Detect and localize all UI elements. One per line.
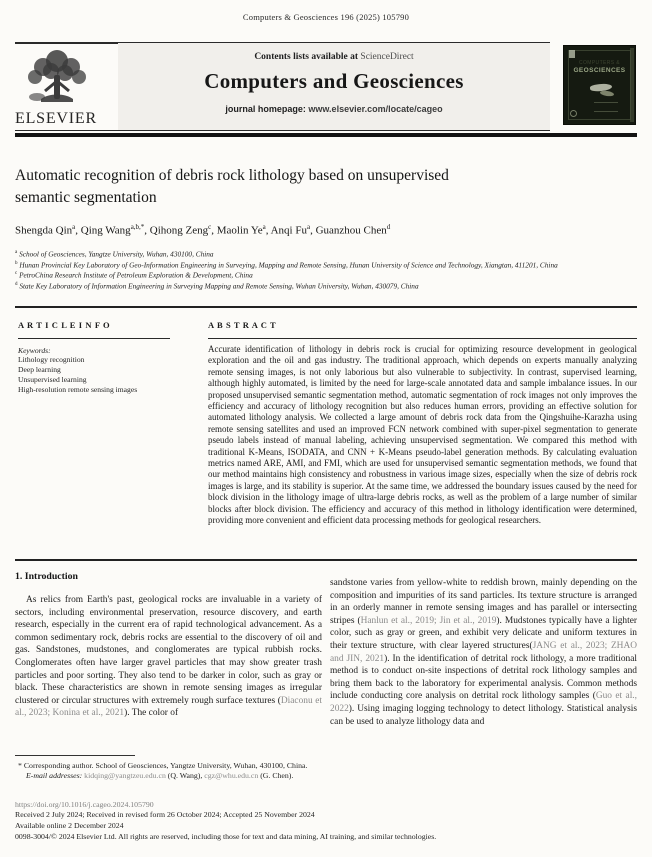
affiliation-sup: a: [15, 250, 18, 255]
abstract-column: [208, 320, 637, 527]
email-addresses-line: [26, 771, 626, 780]
keyword: Deep learning: [18, 365, 61, 374]
intro-text: As relics from Earth's past, geological rocks are invaluable in a variety of sectors, including environmental preservation, resource discovery, and earth research, especially in the current era of rapid technological advancement. As a common sedimentary rock, debris rocks are essential to the discovery of oil and gas. Sandstones, mudstones, and conglomerates are typical rubbish rocks. Conglomerates often have larger gravel particles that may show greater trash particles and poor sorting. They also tend to be darker in color, such as gray or black. These characteristics are shown in remote sensing images as irregular clustered or circular structures with extremely rough surface textures (: [15, 595, 322, 706]
affiliation: [15, 248, 575, 259]
article-title-line1: Automatic recognition of debris rock lithology based on unsupervised: [15, 167, 449, 184]
affiliation-text: School of Geosciences, Yangtze University, Wuhan, 430100, China: [19, 249, 214, 259]
author-affil-sup: a,b,*: [130, 223, 145, 231]
affiliation-list: [15, 248, 575, 291]
affiliation: [15, 280, 575, 291]
citation-link[interactable]: Diaconu et al., 2023; Konina et al., 2021: [15, 695, 322, 719]
author-affil-sup: a: [72, 223, 76, 231]
author[interactable]: , Qing Wang: [75, 224, 131, 237]
copyright-line: 0098-3004/© 2024 Elsevier Ltd. All rights are reserved, including those for text and data mining, AI training, and similar technologies.: [15, 832, 437, 841]
article-title-line2: semantic segmentation: [15, 189, 157, 206]
intro-paragraph-left: [15, 594, 322, 720]
affiliation-text: State Key Laboratory of Information Engineering in Surveying Mapping and Remote Sensing, Wuhan University, Wuhan, 430079, China: [19, 281, 419, 291]
email-link[interactable]: cgz@whu.edu.cn: [202, 771, 259, 780]
footnote-rule: [15, 755, 135, 756]
available-online: Available online 2 December 2024: [15, 821, 124, 830]
affiliation-text: Hunan Provincial Key Laboratory of Geo-Information Engineering in Surveying, Mapping and Remote Sensing, Hunan University of Science and Technology, Xiangtan, 411201, China: [19, 260, 558, 270]
citation-link[interactable]: Guo et al., 2022: [330, 691, 637, 714]
author[interactable]: , Qihong Zeng: [144, 224, 209, 237]
cover-logo-circle: [570, 110, 577, 117]
keywords-label: Keywords:: [18, 346, 51, 355]
citation-link[interactable]: Hanlun et al., 2019; Jin et al., 2019: [360, 615, 497, 626]
homepage-url-link[interactable]: www.elsevier.com/locate/cageo: [308, 104, 443, 114]
journal-banner-gray-band: [118, 43, 550, 130]
article-info-column: [18, 320, 178, 395]
introduction-heading: 1. Introduction: [15, 571, 78, 582]
author[interactable]: , Guanzhou Chen: [310, 224, 387, 237]
author[interactable]: , Maolin Ye: [211, 224, 263, 237]
elsevier-logo: [15, 47, 115, 128]
intro-text: ). Using imaging logging technology to detect lithology. Statistical analysis can be used to analyze lithology data and: [330, 703, 637, 727]
cover-publisher-mark: [569, 50, 575, 58]
affiliation-sup: b: [15, 260, 18, 266]
article-history: Received 2 July 2024; Received in revised form 26 October 2024; Accepted 25 November 2024: [15, 810, 315, 819]
intro-text: sandstone varies from yellow-white to reddish brown, mainly depending on the composition and impurities of its sand particles. Its texture structure is arranged in an orderly manner in remote sensing images and has parallel or intersecting stripes (: [330, 578, 637, 626]
section-rule: [15, 306, 637, 308]
email-label: E-mail addresses:: [26, 771, 83, 780]
cover-title-line2: GEOSCIENCES: [573, 67, 626, 74]
corresponding-author-note: * Corresponding author. School of Geosciences, Yangtze University, Wuhan, 430100, China.: [18, 761, 308, 770]
author-affil-sup: a: [306, 223, 311, 231]
author[interactable]: , Anqi Fu: [265, 224, 307, 237]
banner-bottom-rule: [15, 130, 550, 131]
citation-link[interactable]: JANG et al., 2023; ZHAO and JIN, 2021: [330, 640, 637, 664]
body-column-left: [15, 594, 322, 720]
affiliation-sup: d: [15, 282, 18, 288]
email-link[interactable]: kidqing@yangtzeu.edu.cn: [82, 771, 166, 780]
intro-paragraph-right: [330, 577, 637, 728]
abstract-text: Accurate identification of lithology in debris rock is crucial for optimizing resource development in geological exploration and the oil and gas industry. The traditional approach, which depends on experts manually analyzing remote sensing images, is not only laborious but also vulnerable to subjectivity. In contrast, supervised learning, although highly automated, is limited by the need for large-scale annotated data and sample imbalance issues. In our proposed unsupervised semantic segmentation method, automatic segmentation of rock images not only improves the efficiency and accuracy of lithology recognition but also reduces human errors, providing an effective solution for automated lithology analysis. We collected a large amount of debris rock data from the Qingshuihe-Karazha using remote sensing satellites and used an improved FCN network combined with super-pixel segmentation to generate pseudo labels instead of manual labeling, achieving unsupervised segmentation. We compared this method with traditional K-Means, ISODATA, and CNN + K-Means pseudo-label generation methods. By calculating evaluation metrics named ARE, AMI, and FMI, which are used for unsupervised semantic segmentation methods, we found that our method maintains high consistency and robustness in various image sizes, especially when the size of debris rock images is large, and its stability is superior. At the same time, we addressed the boundary issues caused by the need for block division in the lithology image of ultra-large debris rocks, as well as the problem of a large number of similar blocks after block division. The efficiency and accuracy of this method in lithology identification were determined, providing more convenient and efficient data processing methods for geological researchers.: [208, 344, 637, 526]
author-affil-sup: c: [208, 223, 212, 231]
journal-cover-thumbnail[interactable]: [563, 45, 636, 125]
affiliation: [15, 259, 575, 270]
abstract-heading: A B S T R A C T: [208, 320, 277, 330]
intro-text: ). The color of: [124, 708, 179, 719]
abstract-rule: [208, 338, 637, 339]
email-owner: (Q. Wang),: [165, 771, 203, 780]
intro-text: ). Mudstones typically have a lighter color, such as gray or green, and exhibit very delicate and uniform textures in their texture structure, with clear layered structures(: [330, 615, 637, 651]
author[interactable]: Shengda Qin: [15, 224, 73, 237]
keyword: High-resolution remote sensing images: [18, 385, 138, 394]
cover-text-lines: [594, 102, 618, 112]
body-column-right: [330, 577, 637, 728]
abstract-bottom-rule: [15, 559, 637, 561]
homepage-label: journal homepage:: [225, 104, 309, 114]
homepage-line: [118, 104, 550, 114]
email-owner: (G. Chen).: [258, 771, 294, 780]
article-title: [15, 165, 615, 209]
article-info-rule: [18, 338, 170, 339]
article-info-heading: A R T I C L E I N F O: [18, 320, 111, 330]
author-affil-sup: d: [386, 223, 391, 231]
affiliation-sup: c: [15, 271, 18, 277]
author-affil-sup: a: [262, 223, 266, 231]
keyword: Lithology recognition: [18, 355, 85, 364]
journal-header-banner: [15, 42, 637, 134]
header-thick-rule: [15, 133, 637, 137]
running-head: Computers & Geosciences 196 (2025) 105790: [242, 12, 410, 22]
intro-text: ). In the identification of detrital rock lithology, a more traditional method is to conduct on-site inspections of detrital rock lithology samples and bring them back to the laboratory for experimental analysis. Common methods include conducting core analysis on detrital rock lithology samples (: [330, 653, 638, 702]
keyword: Unsupervised learning: [18, 375, 87, 384]
author-list: [15, 223, 625, 237]
doi-link[interactable]: https://doi.org/10.1016/j.cageo.2024.105790: [15, 800, 154, 809]
journal-title: Computers and Geosciences: [204, 69, 464, 93]
contents-line: [118, 52, 550, 62]
contents-prefix: Contents lists available at: [254, 52, 361, 62]
sciencedirect-link[interactable]: ScienceDirect: [360, 52, 414, 62]
affiliation-text: PetroChina Research Institute of Petroleum Exploration & Development, China: [19, 270, 253, 280]
elsevier-wordmark: ELSEVIER: [15, 110, 97, 127]
elsevier-tree-icon: [21, 47, 93, 109]
cover-title-line1: COMPUTERS &: [578, 60, 621, 66]
affiliation: [15, 269, 575, 280]
